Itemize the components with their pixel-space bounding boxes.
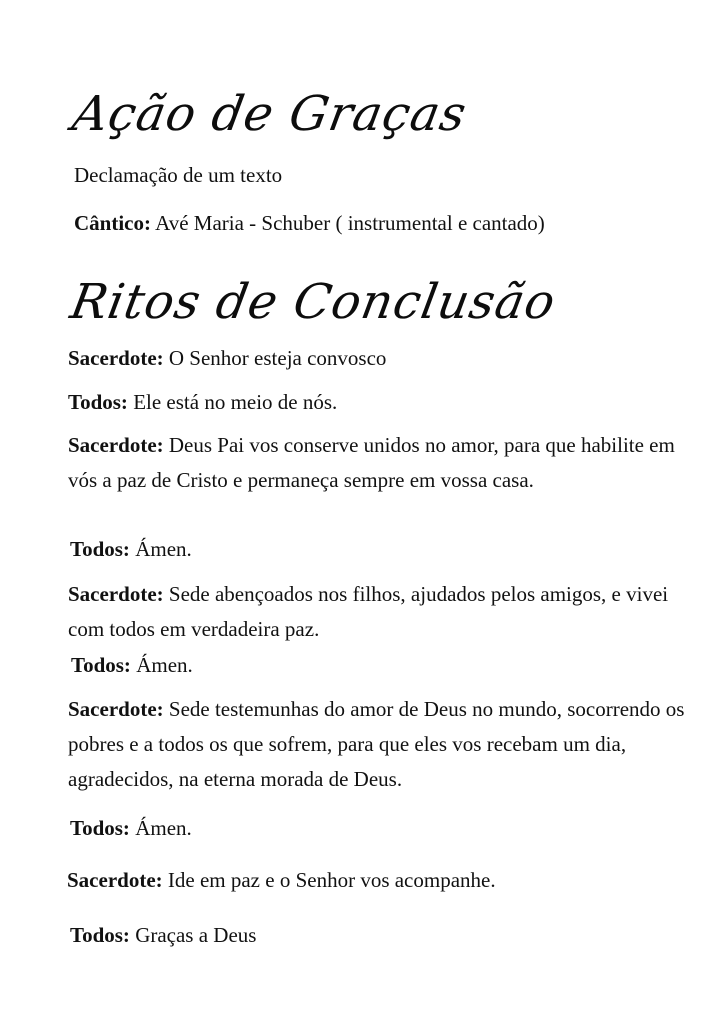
dialogue-line: [71, 648, 193, 682]
dialogue-text: Ámen.: [129, 816, 192, 840]
dialogue-line: [70, 811, 192, 845]
dialogue-line: [67, 863, 496, 897]
speaker-label: Todos:: [68, 390, 128, 414]
speaker-label: Todos:: [70, 537, 130, 561]
dialogue-text: Deus Pai vos conserve unidos no amor, para que habilite em vós a paz de Cristo e permaneça sempre em vossa casa.: [68, 433, 675, 492]
dialogue-text: Ele está no meio de nós.: [127, 390, 338, 414]
speaker-label: Sacerdote:: [68, 582, 164, 606]
dialogue-line: [68, 577, 688, 647]
dialogue-line: [68, 341, 386, 375]
cantico-label: Cântico:: [74, 211, 151, 235]
speaker-label: Sacerdote:: [68, 433, 164, 457]
dialogue-line: [70, 532, 192, 566]
cantico-text: Avé Maria - Schuber ( instrumental e cantado): [151, 211, 545, 235]
cantico-line: [74, 206, 545, 240]
speaker-label: Sacerdote:: [67, 868, 163, 892]
dialogue-text: Graças a Deus: [129, 923, 257, 947]
speaker-label: Sacerdote:: [68, 346, 164, 370]
dialogue-text: Sede testemunhas do amor de Deus no mundo, socorrendo os pobres e a todos os que sofrem, para que eles vos recebam um dia, agradecidos, na eterna morada de Deus.: [68, 697, 685, 791]
dialogue-line: [70, 918, 256, 952]
dialogue-text: Ámen.: [129, 537, 192, 561]
heading-acao-de-gracas: Ação de Graças: [68, 86, 471, 142]
dialogue-line: [68, 385, 337, 419]
speaker-label: Todos:: [70, 923, 130, 947]
speaker-label: Todos:: [70, 816, 130, 840]
dialogue-text: Sede abençoados nos filhos, ajudados pelos amigos, e vivei com todos em verdadeira paz.: [68, 582, 669, 641]
dialogue-text: Ámen.: [130, 653, 193, 677]
speaker-label: Todos:: [71, 653, 131, 677]
heading-ritos-de-conclusao: Ritos de Conclusão: [66, 274, 561, 330]
dialogue-text: Ide em paz e o Senhor vos acompanhe.: [162, 868, 496, 892]
speaker-label: Sacerdote:: [68, 697, 164, 721]
dialogue-line: [68, 692, 688, 797]
dialogue-line: [68, 428, 688, 498]
declamacao-line: Declamação de um texto: [74, 163, 283, 187]
dialogue-text: O Senhor esteja convosco: [163, 346, 387, 370]
